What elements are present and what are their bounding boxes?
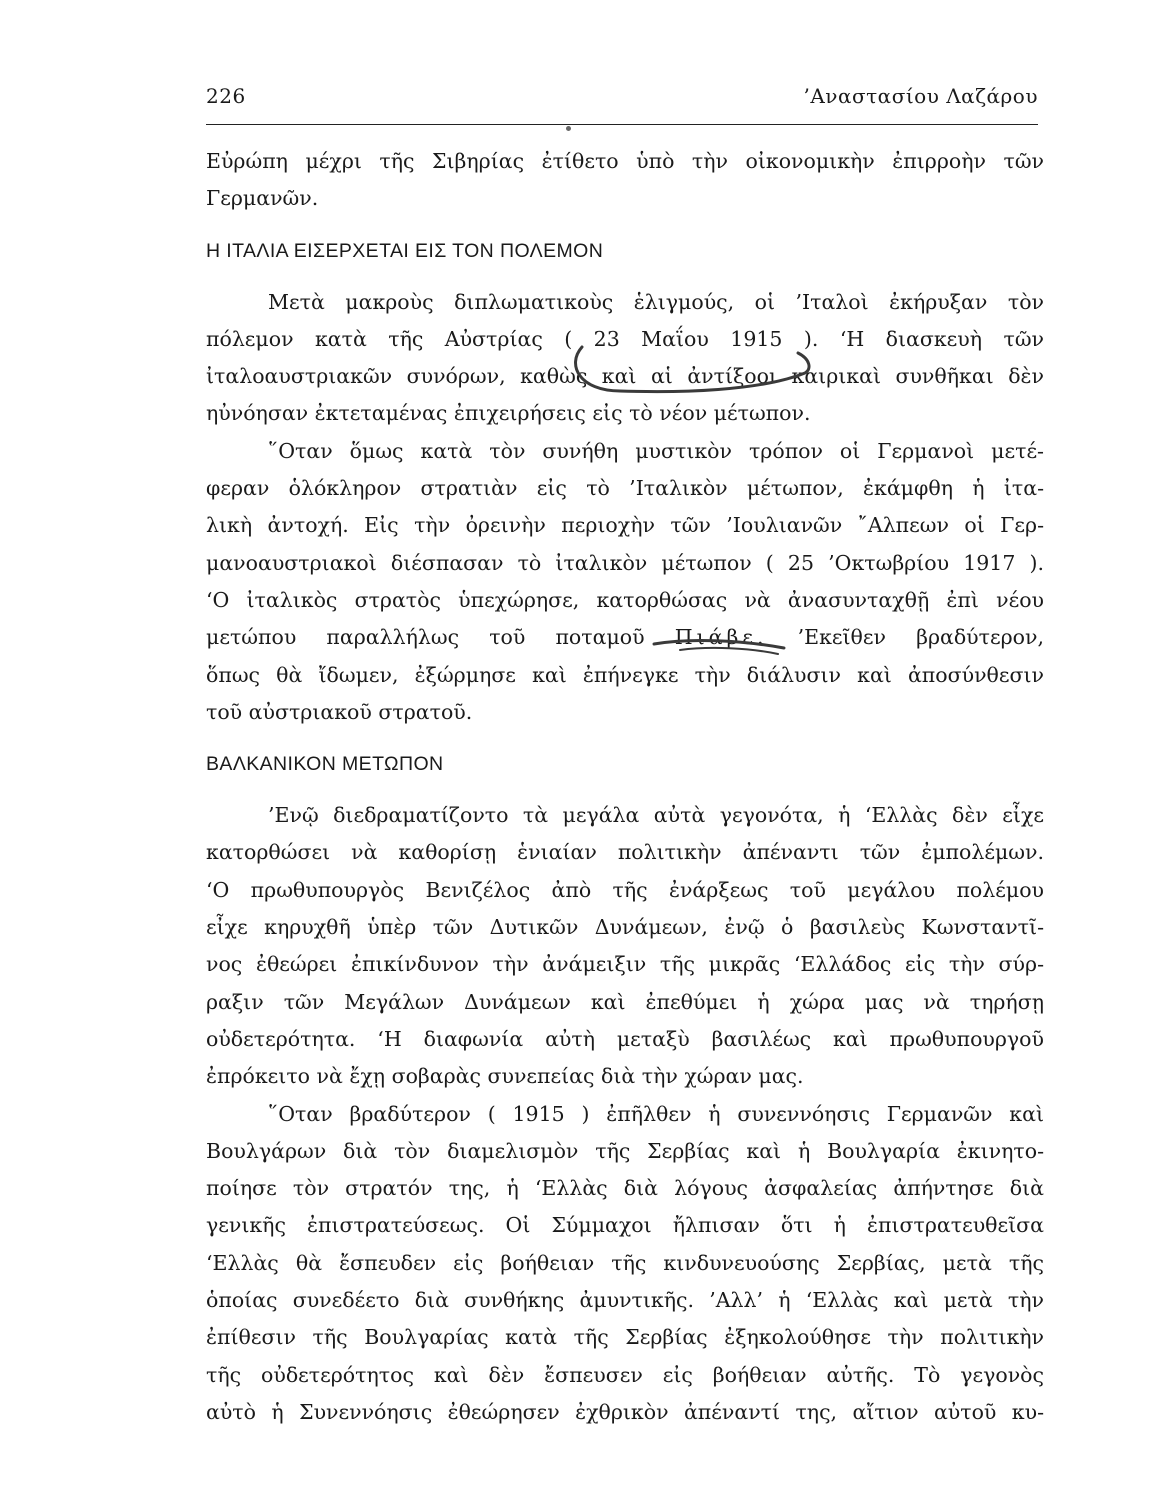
header-rule xyxy=(206,124,1038,125)
text-line: εἶχε κηρυχθῆ ὑπὲρ τῶν Δυτικῶν Δυνάμεων, ἐνῷ ὁ βασιλεὺς Κωνσταντῖ- xyxy=(206,915,1044,940)
section-heading-balkan: ΒΑΛΚΑΝΙΚΟΝ ΜΕΤΩΠΟΝ xyxy=(206,753,444,776)
text-line: νος ἐθεώρει ἐπικίνδυνον τὴν ἀνάμειξιν τῆς μικρᾶς ‘Ελλάδος εἰς τὴν σύρ- xyxy=(206,952,1044,977)
body-text xyxy=(206,143,1044,1431)
text-line: ἐπίθεσιν τῆς Βουλγαρίας κατὰ τῆς Σερβίας ἐξηκολούθησε τὴν πολιτικὴν xyxy=(206,1325,1044,1350)
text-line: Γερμανῶν. xyxy=(206,186,319,211)
text-line: ‘Ελλὰς θὰ ἔσπευδεν εἰς βοήθειαν τῆς κινδυνευούσης Σερβίας, μετὰ τῆς xyxy=(206,1250,1044,1275)
text-line: ποίησε τὸν στρατόν της, ἡ ‘Ελλὰς διὰ λόγους ἀσφαλείας ἀπήντησε διὰ xyxy=(206,1176,1044,1201)
text-line: ηὐνόησαν ἐκτεταμένας ἐπιχειρήσεις εἰς τὸ νέον μέτωπον. xyxy=(206,401,811,426)
text-line: λικὴ ἀντοχή. Εἰς τὴν ὀρεινὴν περιοχὴν τῶν ’Ιουλιανῶν ῎Αλπεων οἱ Γερ- xyxy=(206,513,1044,538)
section-heading-italy: Η ΙΤΑΛΙΑ ΕΙΣΕΡΧΕΤΑΙ ΕΙΣ ΤΟΝ ΠΟΛΕΜΟΝ xyxy=(206,239,604,262)
text-line: ἐπρόκειτο νὰ ἔχῃ σοβαρὰς συνεπείας διὰ τὴν χώραν μας. xyxy=(206,1064,804,1089)
text-line: κατορθώσει νὰ καθορίσῃ ἑνιαίαν πολιτικὴν ἀπέναντι τῶν ἐμπολέμων. xyxy=(206,840,1044,865)
text-line: ὅπως θὰ ἴδωμεν, ἐξώρμησε καὶ ἐπήνεγκε τὴν διάλυσιν καὶ ἀποσύνθεσιν xyxy=(206,662,1044,687)
text-line: μανοαυστριακοὶ διέσπασαν τὸ ἰταλικὸν μέτωπον ( 25 ’Οκτωβρίου 1917 ). xyxy=(206,550,1044,575)
text-line: τῆς οὐδετερότητος καὶ δὲν ἔσπευσεν εἰς βοήθειαν αὐτῆς. Τὸ γεγονὸς xyxy=(206,1362,1044,1387)
page-header xyxy=(206,84,1038,124)
text-line: πόλεμον κατὰ τῆς Αὐστρίας ( 23 Μαΐου 1915 ). ‘Η διασκευὴ τῶν xyxy=(206,326,1044,351)
text-line: ἰταλοαυστριακῶν συνόρων, καθὼς καὶ αἱ ἀντίξοοι καιρικαὶ συνθῆκαι δὲν xyxy=(206,364,1044,389)
text-line: Μετὰ μακροὺς διπλωματικοὺς ἑλιγμούς, οἱ ’Ιταλοὶ ἐκήρυξαν τὸν xyxy=(268,289,1044,314)
text-line: ῞Οταν ὅμως κατὰ τὸν συνήθη μυστικὸν τρόπον οἱ Γερμανοὶ μετέ- xyxy=(268,438,1044,463)
text-line: οὐδετερότητα. ‘Η διαφωνία αὐτὴ μεταξὺ βασιλέως καὶ πρωθυπουργοῦ xyxy=(206,1026,1044,1051)
page-number: 226 xyxy=(206,84,246,108)
text-line: ὁποίας συνεδέετο διὰ συνθήκης ἀμυντικῆς. ’Αλλ’ ἡ ‘Ελλὰς καὶ μετὰ τὴν xyxy=(206,1288,1044,1313)
text-line: τοῦ αὐστριακοῦ στρατοῦ. xyxy=(206,699,473,724)
text-line: Βουλγάρων διὰ τὸν διαμελισμὸν τῆς Σερβίας καὶ ἡ Βουλγαρία ἐκινητο- xyxy=(206,1138,1044,1163)
text-line: ραξιν τῶν Μεγάλων Δυνάμεων καὶ ἐπεθύμει ἡ χώρα μας νὰ τηρήσῃ xyxy=(206,989,1044,1014)
text-line-river xyxy=(206,619,1044,656)
text-segment: ’Εκεῖθεν βραδύτερον, xyxy=(797,625,1044,650)
pencil-dot-mark xyxy=(566,126,571,131)
running-head-author: ’Αναστασίου Λαζάρου xyxy=(803,84,1038,108)
river-name-piave: Πιάβε. xyxy=(674,625,768,650)
text-line: ῞Οταν βραδύτερον ( 1915 ) ἐπῆλθεν ἡ συνεννόησις Γερμανῶν καὶ xyxy=(268,1101,1044,1126)
text-line: ‘Ο πρωθυπουργὸς Βενιζέλος ἀπὸ τῆς ἐνάρξεως τοῦ μεγάλου πολέμου xyxy=(206,877,1044,902)
text-line: ‘Ο ἰταλικὸς στρατὸς ὑπεχώρησε, κατορθώσας νὰ ἀνασυνταχθῇ ἐπὶ νέου xyxy=(206,587,1044,612)
text-line: αὐτὸ ἡ Συνεννόησις ἐθεώρησεν ἐχθρικὸν ἀπέναντί της, αἴτιον αὐτοῦ κυ- xyxy=(206,1399,1044,1424)
text-line: γενικῆς ἐπιστρατεύσεως. Οἱ Σύμμαχοι ἤλπισαν ὅτι ἡ ἐπιστρατευθεῖσα xyxy=(206,1213,1044,1238)
text-line: φεραν ὁλόκληρον στρατιὰν εἰς τὸ ’Ιταλικὸν μέτωπον, ἐκάμφθη ἡ ἰτα- xyxy=(206,476,1044,501)
text-line: ’Ενῷ διεδραματίζοντο τὰ μεγάλα αὐτὰ γεγονότα, ἡ ‘Ελλὰς δὲν εἶχε xyxy=(268,803,1044,828)
text-segment: μετώπου παραλλήλως τοῦ ποταμοῦ xyxy=(206,625,645,650)
text-line: Εὐρώπη μέχρι τῆς Σιβηρίας ἐτίθετο ὑπὸ τὴν οἰκονομικὴν ἐπιρροὴν τῶν xyxy=(206,149,1044,173)
